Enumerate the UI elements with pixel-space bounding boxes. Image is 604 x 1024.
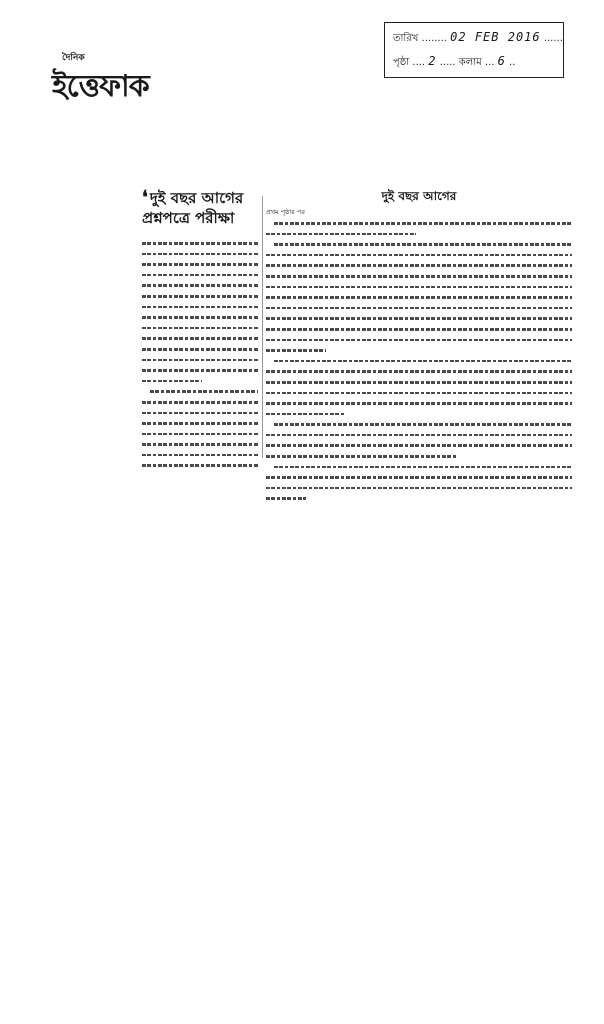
text-line	[142, 302, 260, 313]
text-line	[266, 239, 572, 250]
text-line	[266, 292, 572, 303]
text-line	[142, 439, 260, 450]
text-line	[266, 218, 572, 229]
stamp-date-row: তারিখ ........ 02 FEB 2016 ......	[393, 30, 563, 44]
text-line	[266, 430, 572, 441]
text-line	[266, 472, 572, 483]
stamp-date-value: 02 FEB 2016	[450, 30, 541, 44]
text-line	[266, 483, 572, 494]
text-line	[266, 271, 572, 282]
text-line	[266, 409, 572, 420]
text-line	[142, 408, 260, 419]
text-line	[266, 313, 572, 324]
text-line	[266, 345, 572, 356]
text-line	[142, 259, 260, 270]
text-line	[266, 260, 572, 271]
text-line	[142, 418, 260, 429]
text-line	[142, 450, 260, 461]
front-headline-line2: প্রশ্নপত্রে পরীক্ষা	[142, 209, 235, 227]
stamp-date-label: তারিখ	[393, 33, 419, 44]
text-line	[142, 386, 260, 397]
column-divider	[262, 196, 263, 458]
stamp-page-label: পৃষ্ঠা	[393, 57, 410, 68]
stamp-column-value: 6	[497, 54, 506, 68]
jump-headline: দুই বছর আগের	[381, 189, 457, 203]
text-line	[142, 376, 260, 387]
text-line	[142, 355, 260, 366]
text-line	[266, 377, 572, 388]
text-line	[266, 462, 572, 473]
stamp-column-label: কলাম	[458, 57, 482, 68]
front-article	[142, 188, 260, 471]
text-line	[142, 323, 260, 334]
text-line	[266, 282, 572, 293]
text-line	[266, 335, 572, 346]
text-line	[142, 460, 260, 471]
text-line	[266, 451, 572, 462]
text-line	[266, 366, 572, 377]
text-line	[266, 303, 572, 314]
front-headline-line1: দুই বছর আগের	[149, 189, 244, 207]
text-line	[142, 249, 260, 260]
stamp-page-value: 2	[428, 54, 437, 68]
text-line	[266, 493, 572, 504]
text-line	[142, 429, 260, 440]
text-line	[266, 388, 572, 399]
text-line	[142, 280, 260, 291]
clipping-stamp	[384, 22, 564, 78]
newspaper-logo: ইত্তেফাক	[52, 69, 149, 104]
text-line	[142, 333, 260, 344]
text-line	[142, 344, 260, 355]
text-line	[266, 398, 572, 409]
text-line	[266, 229, 572, 240]
continued-from: প্রথম পৃষ্ঠার পর	[266, 208, 305, 216]
text-line	[266, 440, 572, 451]
quote-mark-icon: ❛	[142, 187, 148, 208]
masthead-tagline: দৈনিক	[62, 53, 85, 63]
text-line	[142, 291, 260, 302]
jump-article-body	[266, 218, 572, 504]
text-line	[142, 365, 260, 376]
text-line	[142, 312, 260, 323]
text-line	[266, 419, 572, 430]
jump-article	[266, 188, 572, 504]
text-line	[142, 270, 260, 281]
stamp-page-row: পৃষ্ঠা .... 2 ..... কলাম ... 6 ..	[393, 54, 516, 68]
text-line	[266, 324, 572, 335]
text-line	[266, 250, 572, 261]
front-headline	[142, 188, 260, 228]
text-line	[266, 356, 572, 367]
front-article-body	[142, 238, 260, 471]
text-line	[142, 397, 260, 408]
text-line	[142, 238, 260, 249]
